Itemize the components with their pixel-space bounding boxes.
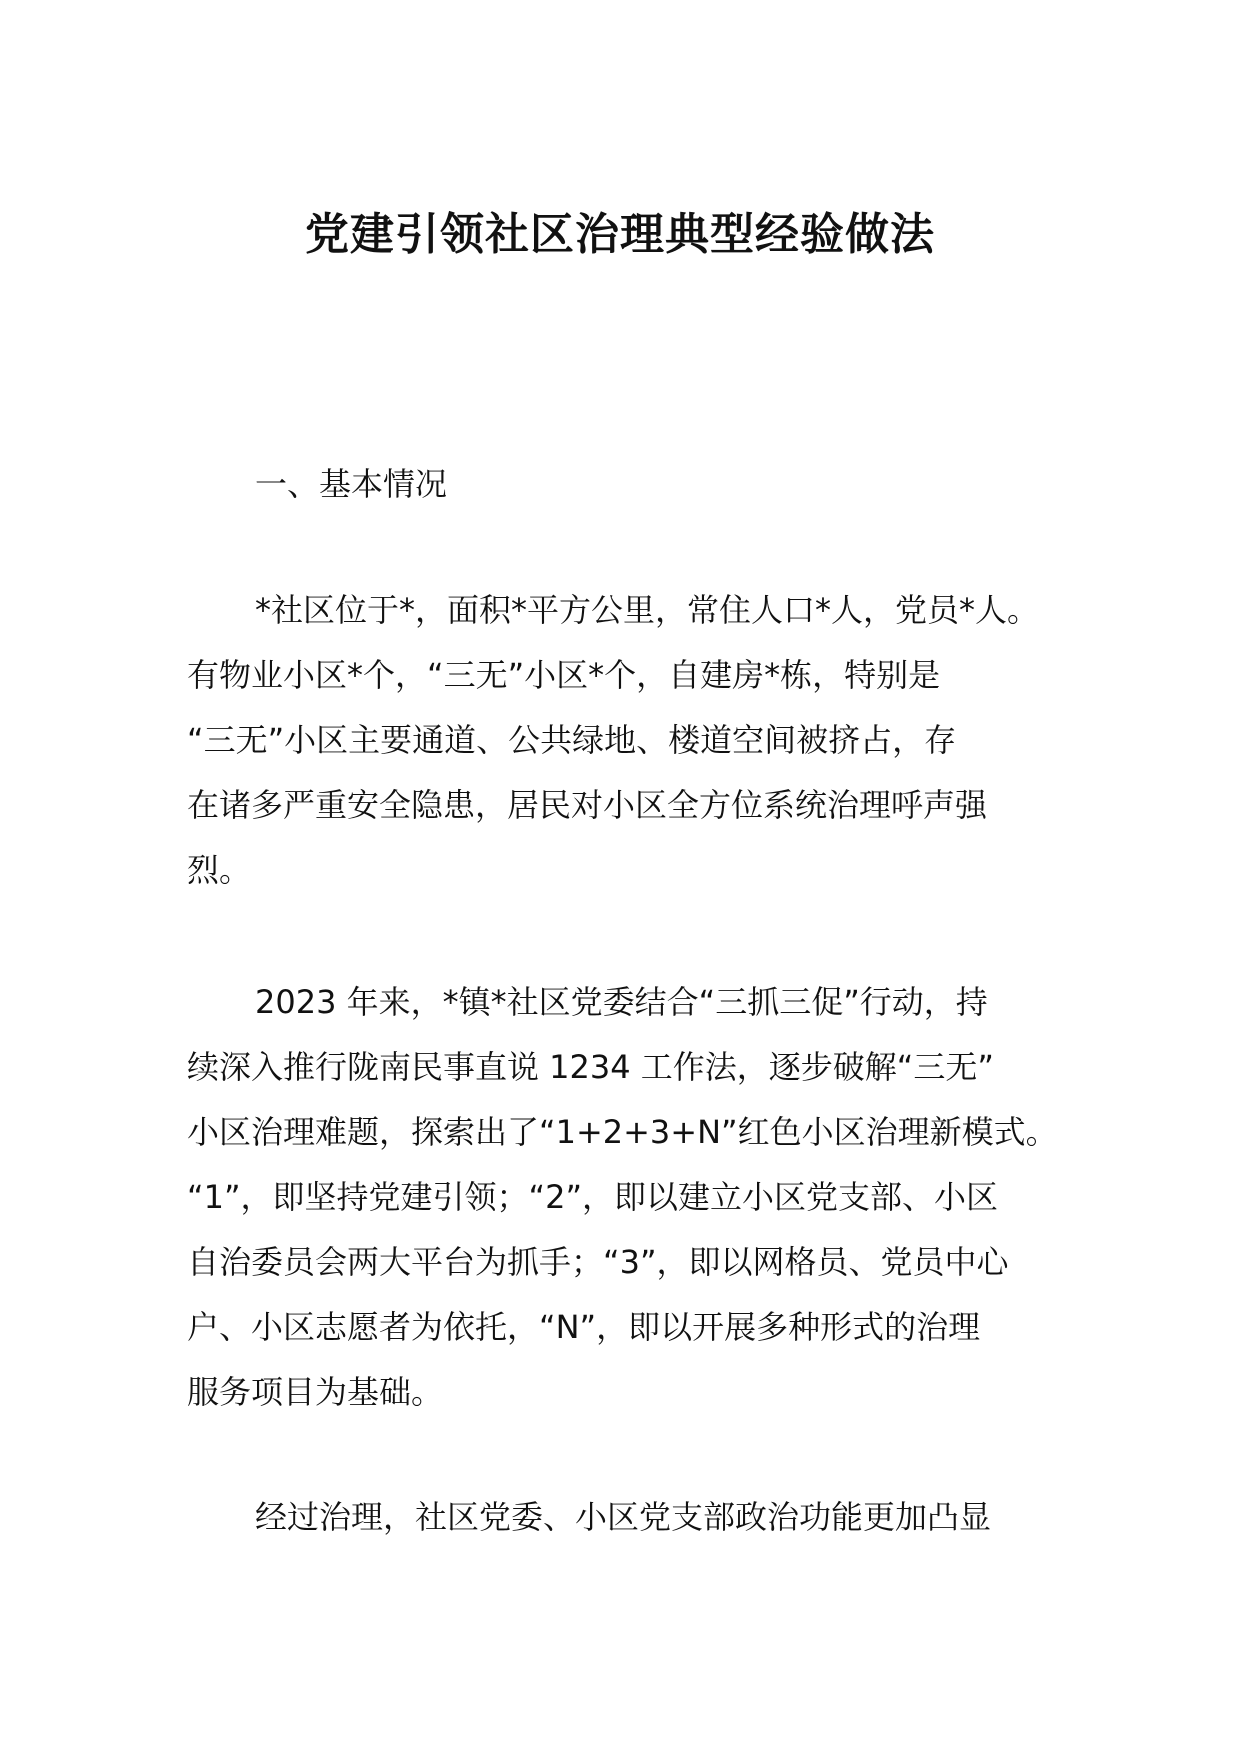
paragraph-governance-results xyxy=(187,1485,1057,1550)
paragraph-line: 烈。 xyxy=(187,851,252,889)
paragraph-governance-model xyxy=(187,970,1057,1425)
paragraph-line: 服务项目为基础。 xyxy=(187,1373,444,1411)
paragraph-line: 小区治理难题，探索出了“1+2+3+N”红色小区治理新模式。 xyxy=(187,1113,1058,1151)
paragraph-line: 在诸多严重安全隐患，居民对小区全方位系统治理呼声强 xyxy=(187,786,988,824)
paragraph-line: “三无”小区主要通道、公共绿地、楼道空间被挤占，存 xyxy=(187,721,957,759)
paragraph-line: *社区位于*，面积*平方公里，常住人口*人，党员*人。 xyxy=(255,591,1040,629)
paragraph-line: 经过治理，社区党委、小区党支部政治功能更加凸显 xyxy=(255,1498,992,1536)
paragraph-line: 户、小区志愿者为依托，“N”，即以开展多种形式的治理 xyxy=(187,1308,981,1346)
paragraph-line: 有物业小区*个，“三无”小区*个，自建房*栋，特别是 xyxy=(187,656,941,694)
section-heading-basic-situation: 一、基本情况 xyxy=(255,465,448,503)
paragraph-line: “1”，即坚持党建引领；“2”，即以建立小区党支部、小区 xyxy=(187,1178,999,1216)
document-title: 党建引领社区治理典型经验做法 xyxy=(305,209,935,260)
paragraph-line: 续深入推行陇南民事直说 1234 工作法，逐步破解“三无” xyxy=(187,1048,994,1086)
paragraph-community-overview xyxy=(187,578,1057,908)
paragraph-line: 自治委员会两大平台为抓手；“3”，即以网格员、党员中心 xyxy=(187,1243,1009,1281)
paragraph-line: 2023 年来，*镇*社区党委结合“三抓三促”行动，持 xyxy=(255,983,988,1021)
